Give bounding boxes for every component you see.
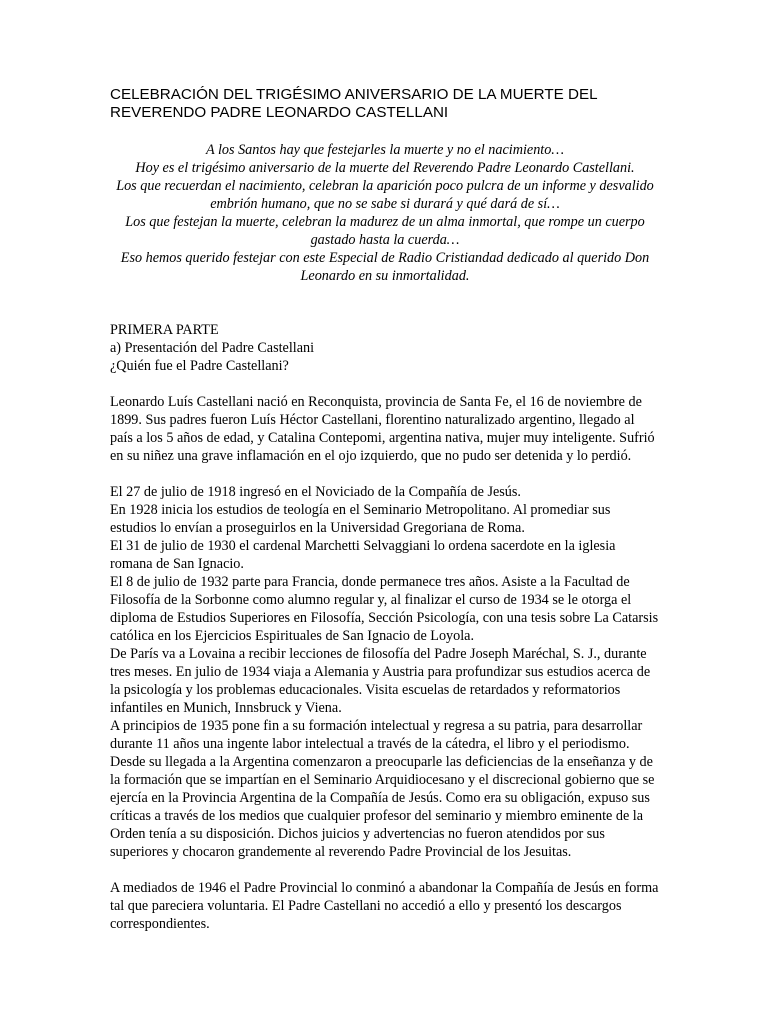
- document-body: [110, 321, 660, 933]
- paragraph-1946: A mediados de 1946 el Padre Provincial lo conminó a abandonar la Compañía de Jesús en forma tal que pareciera voluntaria. El Padre Castellani no accedió a ello y presentó los descargos correspondientes.: [110, 880, 659, 932]
- paragraph-return: A principios de 1935 pone fin a su formación intelectual y regresa a su patria, para desarrollar durante 11 años una ingente labor intelectual a través de la cátedra, el libro y el periodismo.: [110, 718, 643, 752]
- document-title: CELEBRACIÓN DEL TRIGÉSIMO ANIVERSARIO DE LA MUERTE DEL REVERENDO PADRE LEONARDO CASTELLANI: [110, 86, 597, 121]
- intro-line: Hoy es el trigésimo aniversario de la muerte del Reverendo Padre Leonardo Castellani.: [135, 160, 635, 176]
- intro-line: Los que festejan la muerte, celebran la madurez de un alma inmortal, que rompe un cuerpo gastado hasta la cuerda…: [125, 214, 645, 248]
- paragraph-theology: En 1928 inicia los estudios de teología en el Seminario Metropolitano. Al promediar sus estudios lo envían a proseguirlos en la Universidad Gregoriana de Roma.: [110, 502, 611, 536]
- paragraph-ordination: El 31 de julio de 1930 el cardenal Marchetti Selvaggiani lo ordena sacerdote en la iglesia romana de San Ignacio.: [110, 538, 616, 572]
- section-heading: PRIMERA PARTE: [110, 322, 219, 338]
- paragraph-gap: [110, 465, 660, 483]
- intro-line: Los que recuerdan el nacimiento, celebran la aparición poco pulcra de un informe y desvalido embrión humano, que no se sabe si durará y qué dará de sí…: [116, 178, 654, 212]
- paragraph-gap: [110, 861, 660, 879]
- document-page: [110, 86, 660, 933]
- paragraph-france: El 8 de julio de 1932 parte para Francia, donde permanece tres años. Asiste a la Facultad de Filosofía de la Sorbonne como alumno regular y, al finalizar el curso de 1934 se le otorga el diploma de Estudios Superiores en Filosofía, Sección Psicología, con una tesis sobre La Catarsis católica en los Ejercicios Espirituales de San Ignacio de Loyola.: [110, 574, 659, 644]
- section-subheading: a) Presentación del Padre Castellani: [110, 340, 315, 356]
- paragraph-birth: Leonardo Luís Castellani nació en Reconquista, provincia de Santa Fe, el 16 de noviembre de 1899. Sus padres fueron Luís Héctor Castellani, florentino naturalizado argentino, llegado al país a los 5 años de edad, y Catalina Contepomi, argentina nativa, mujer muy inteligente. Sufrió en su niñez una grave inflamación en el ojo izquierdo, que no pudo ser detenida y lo perdió.: [110, 394, 655, 464]
- intro-line: A los Santos hay que festejarles la muerte y no el nacimiento…: [206, 142, 564, 158]
- paragraph-criticism: Desde su llegada a la Argentina comenzaron a preocuparle las deficiencias de la enseñanza y de la formación que se impartían en el Seminario Arquidiocesano y el discrecional gobierno que se ejercía en la Provincia Argentina de la Compañía de Jesús. Como era su obligación, expuso sus críticas a través de los medios que cualquier profesor del seminario y miembro eminente de la Orden tenía a su disposición. Dichos juicios y advertencias no fueron atendidos por sus superiores y chocaron grandemente al reverendo Padre Provincial de los Jesuitas.: [110, 754, 655, 860]
- paragraph-louvain: De París va a Lovaina a recibir lecciones de filosofía del Padre Joseph Maréchal, S. J., durante tres meses. En julio de 1934 viaja a Alemania y Austria para profundizar sus estudios acerca de la psicología y los problemas educacionales. Visita escuelas de retardados y reformatorios infantiles en Munich, Innsbruck y Viena.: [110, 646, 651, 716]
- paragraph-novitiate: El 27 de julio de 1918 ingresó en el Noviciado de la Compañía de Jesús.: [110, 484, 521, 500]
- section-question: ¿Quién fue el Padre Castellani?: [110, 358, 289, 374]
- intro-epigraph: [106, 141, 664, 285]
- paragraph-gap: [110, 375, 660, 393]
- intro-line: Eso hemos querido festejar con este Especial de Radio Cristiandad dedicado al querido Don Leonardo en su inmortalidad.: [120, 250, 650, 284]
